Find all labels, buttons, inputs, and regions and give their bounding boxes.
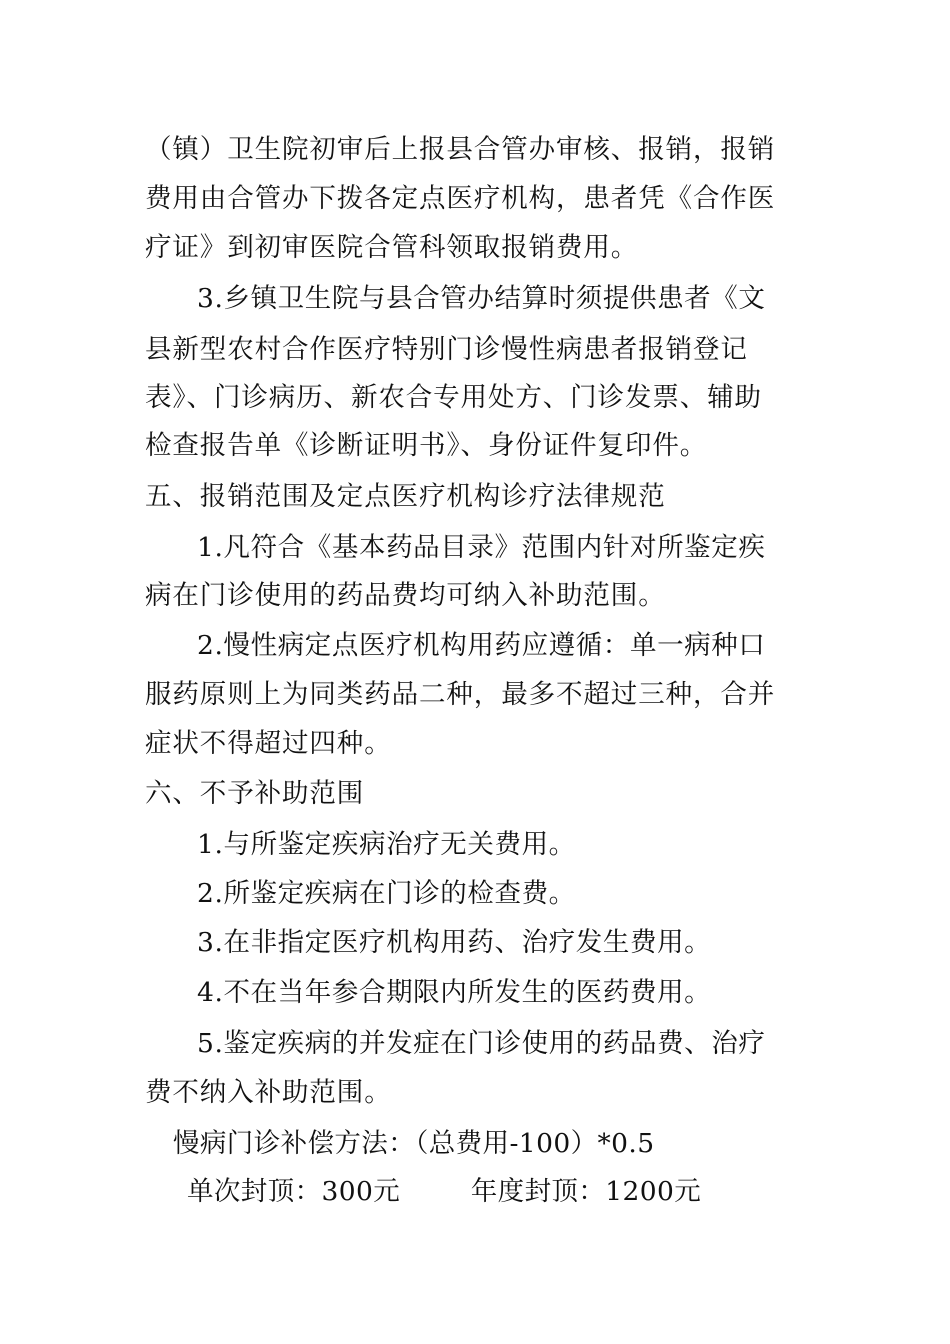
body-text-line: 表》、门诊病历、新农合专用处方、门诊发票、辅助 [145, 382, 762, 413]
body-text-line: 疗证》到初审医院合管科领取报销费用。 [145, 232, 639, 263]
list-item-text: 2.慢性病定点医疗机构用药应遵循：单一病种口 [197, 630, 766, 661]
body-text-line: 费用由合管办下拨各定点医疗机构，患者凭《合作医 [145, 183, 776, 214]
body-text-line: 检查报告单《诊断证明书》、身份证件复印件。 [145, 430, 708, 461]
body-text-line: 病在门诊使用的药品费均可纳入补助范围。 [145, 580, 666, 611]
body-text-line: 费不纳入补助范围。 [145, 1077, 392, 1108]
section-heading: 五、报销范围及定点医疗机构诊疗法律规范 [145, 481, 666, 512]
list-item-text: 5.鉴定疾病的并发症在门诊使用的药品费、治疗 [197, 1028, 766, 1059]
list-item-text: 1.与所鉴定疾病治疗无关费用。 [197, 829, 576, 860]
list-item-text: 2.所鉴定疾病在门诊的检查费。 [197, 878, 576, 909]
reimbursement-caps: 单次封顶：300元 年度封顶：1200元 [187, 1176, 702, 1207]
body-text-line: 县新型农村合作医疗特别门诊慢性病患者报销登记 [145, 334, 748, 365]
compensation-formula: 慢病门诊补偿方法：（总费用-100）*0.5 [173, 1128, 655, 1159]
list-item-text: 1.凡符合《基本药品目录》范围内针对所鉴定疾 [197, 532, 766, 563]
body-text-line: 服药原则上为同类药品二种，最多不超过三种，合并 [145, 679, 776, 710]
list-item-text: 4.不在当年参合期限内所发生的医药费用。 [197, 977, 712, 1008]
list-item-text: 3.乡镇卫生院与县合管办结算时须提供患者《文 [197, 283, 766, 314]
body-text-line: （镇）卫生院初审后上报县合管办审核、报销，报销 [145, 134, 776, 165]
section-heading: 六、不予补助范围 [145, 778, 365, 809]
list-item-text: 3.在非指定医疗机构用药、治疗发生费用。 [197, 927, 712, 958]
body-text-line: 症状不得超过四种。 [145, 728, 392, 759]
